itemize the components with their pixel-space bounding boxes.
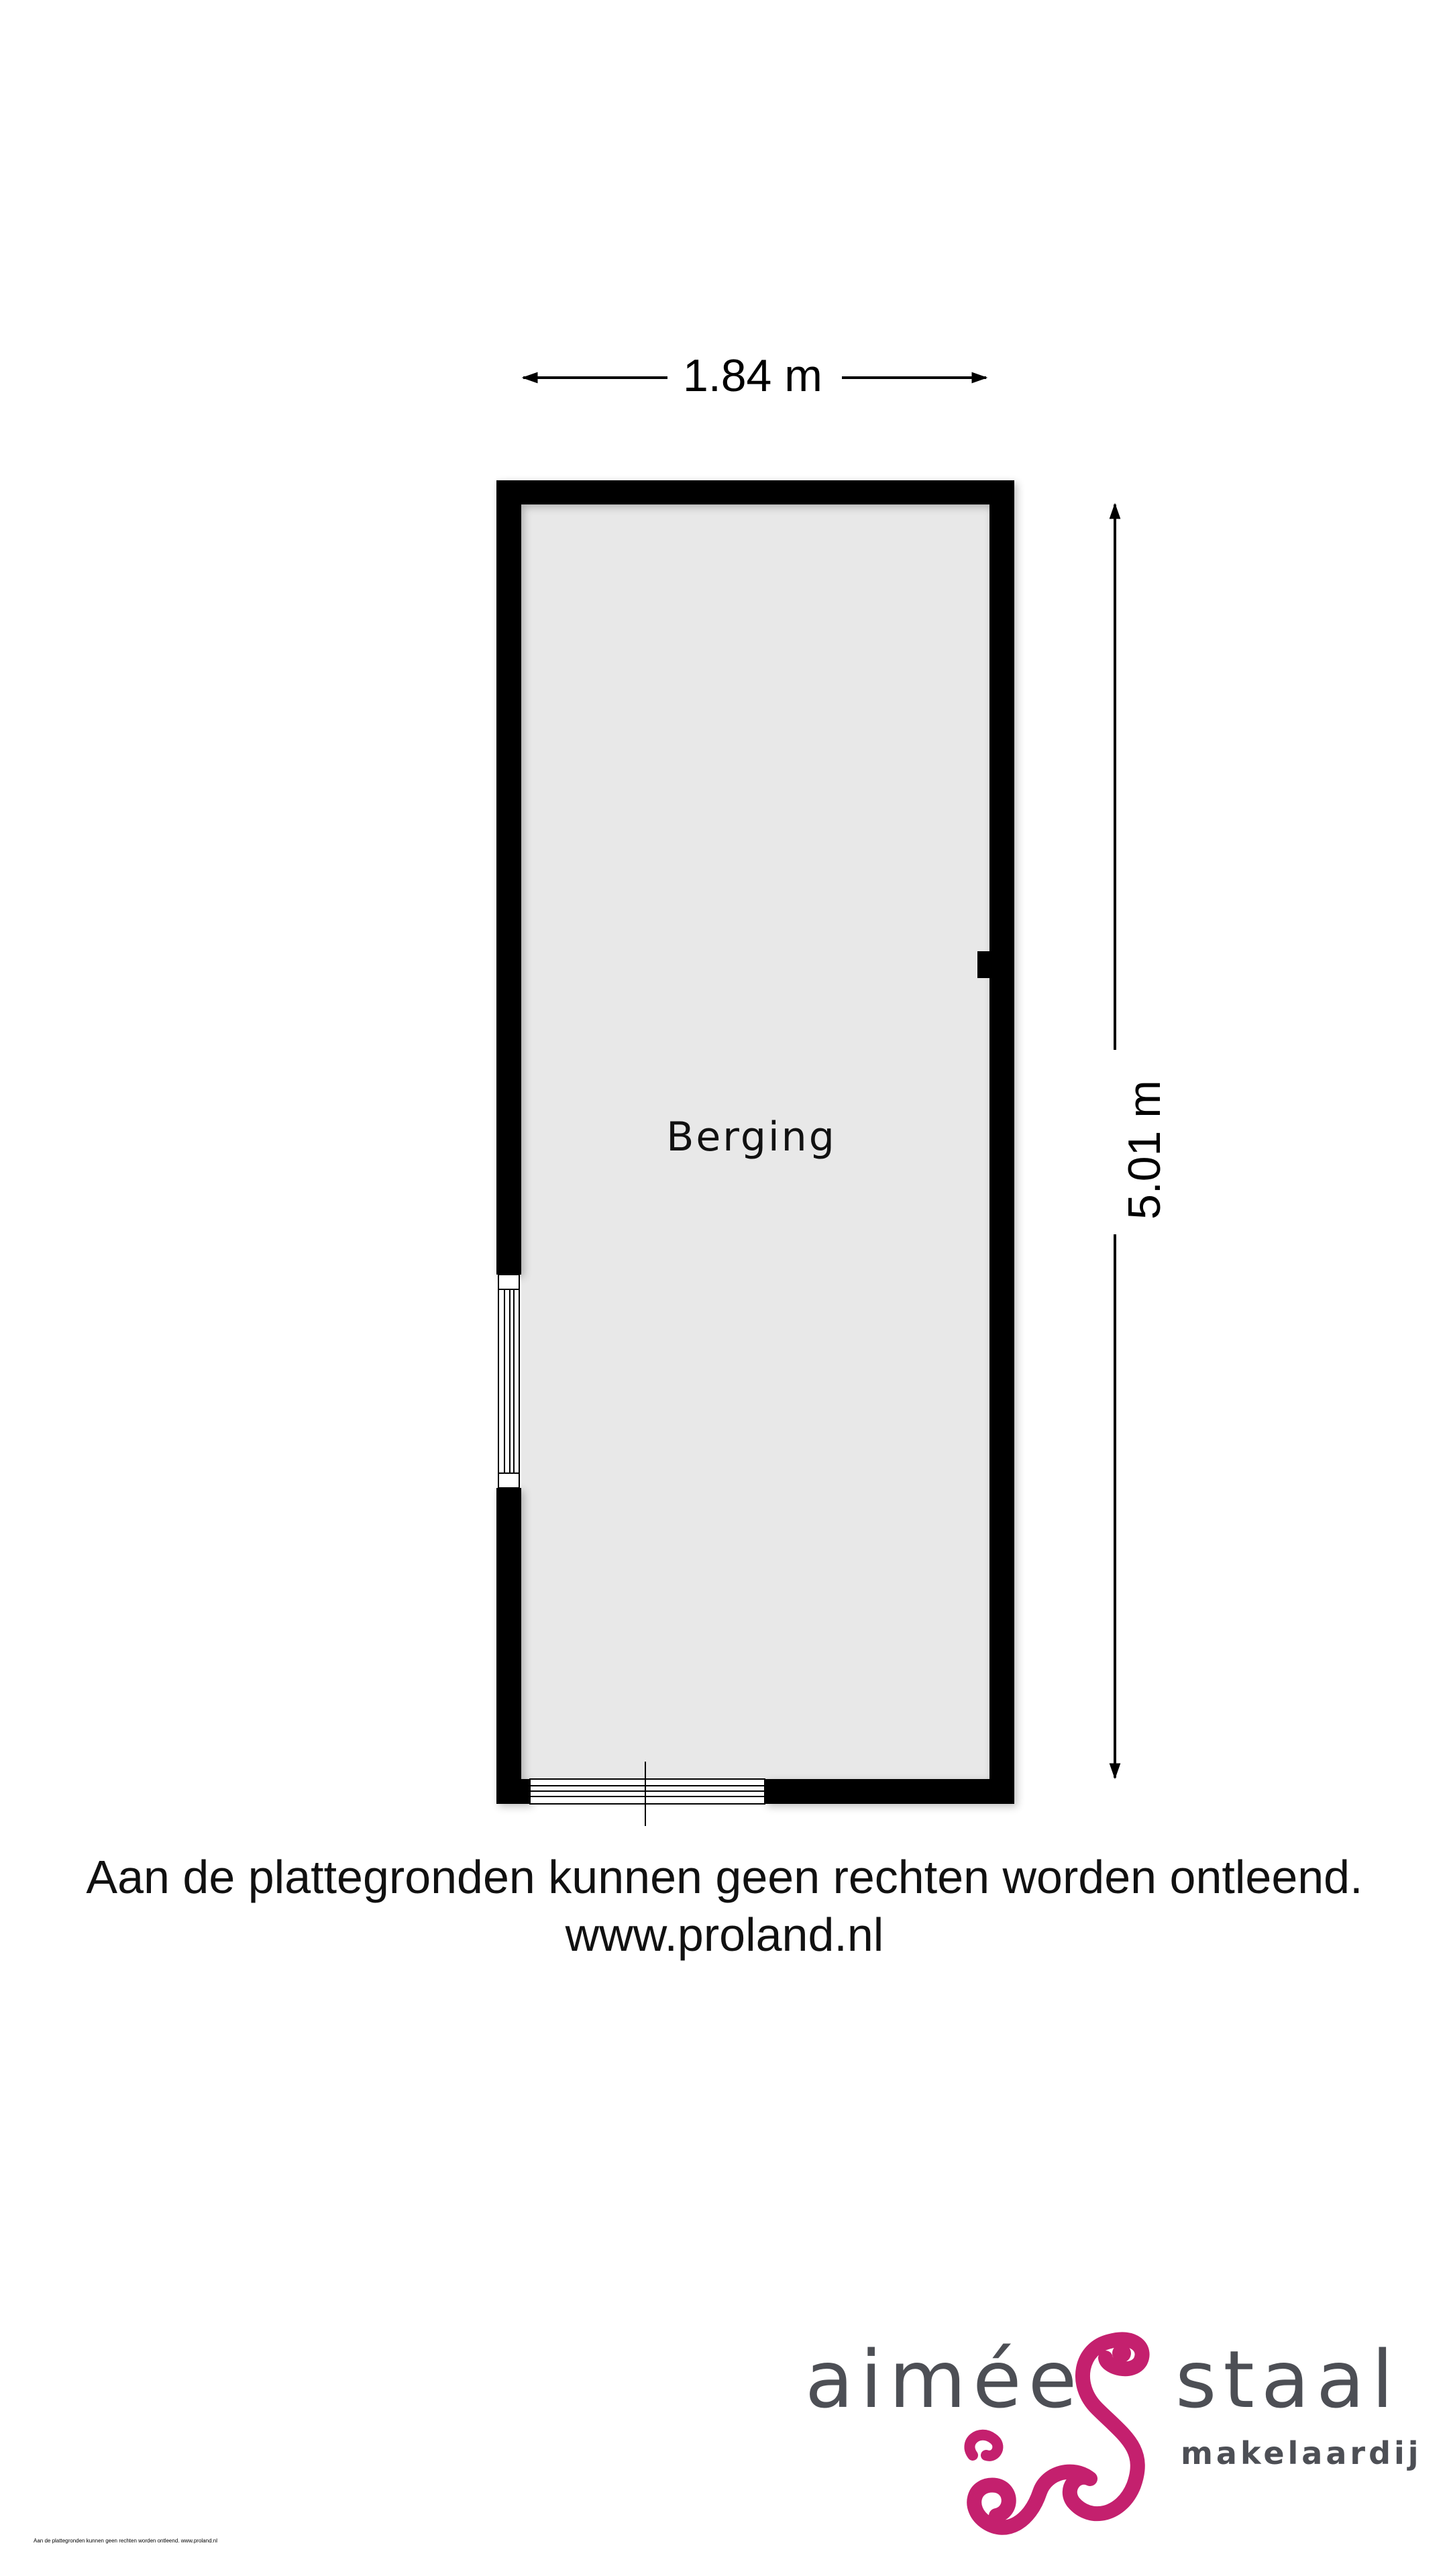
room-label-berging: Berging [666, 1114, 837, 1161]
brand-swirl-icon [946, 2321, 1161, 2542]
disclaimer [0, 1848, 1449, 1964]
wall-left-upper [496, 480, 521, 1275]
brand-name-staal: staal [1175, 2333, 1401, 2426]
wall-left-lower [496, 1488, 521, 1804]
wall-notch [977, 951, 989, 978]
window-left [498, 1275, 519, 1488]
wall-bottom-left-stub [496, 1779, 530, 1804]
tiny-footer-text: Aan de plattegronden kunnen geen rechten worden ontleend. www.proland.nl [34, 2538, 217, 2544]
wall-right [989, 480, 1014, 1804]
website-link-text: www.proland.nl [565, 1909, 884, 1961]
height-dimension-label: 5.01 m [1122, 1071, 1167, 1229]
brand-name-aimee: aimée [805, 2333, 1084, 2426]
wall-top [496, 480, 1014, 504]
disclaimer-line: Aan de plattegronden kunnen geen rechten worden ontleend. [86, 1851, 1363, 1903]
wall-bottom-right [765, 1779, 1014, 1804]
width-dimension-label: 1.84 m [676, 353, 829, 398]
brand-subtitle: makelaardij [1181, 2435, 1422, 2471]
